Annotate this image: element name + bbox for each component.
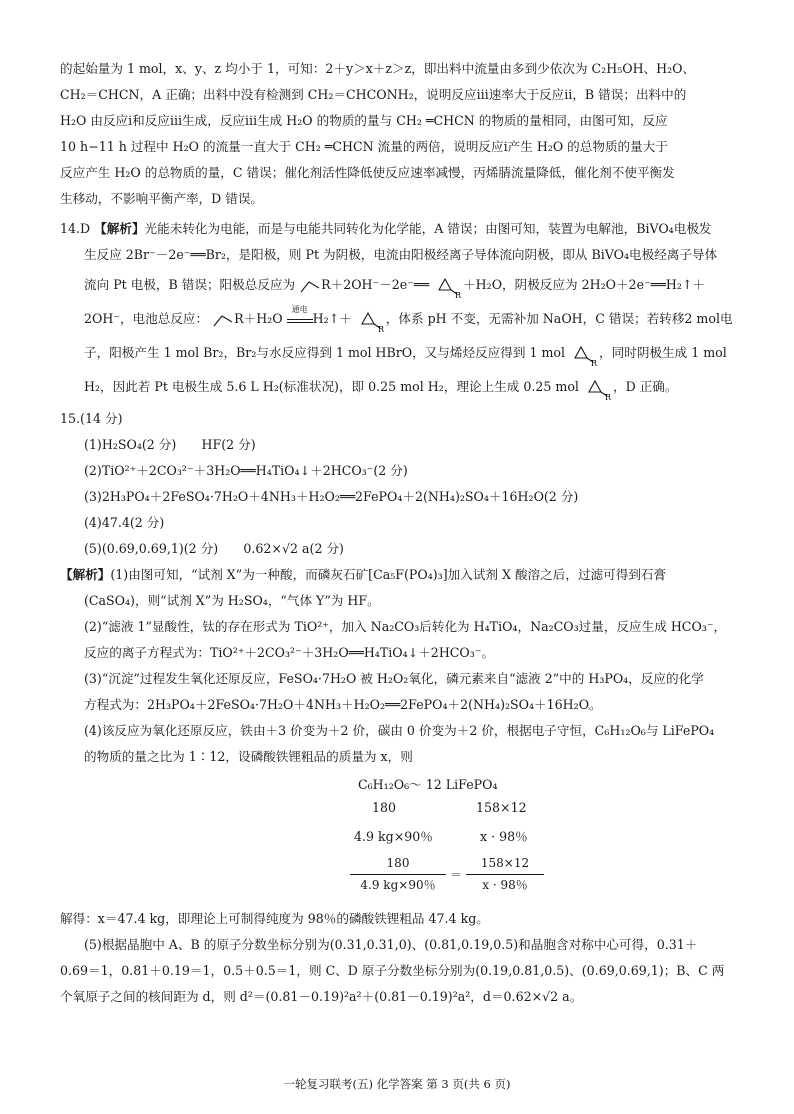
text-line: (CaSO₄)，则“试剂 X”为 H₂SO₄，“气体 Y”为 HF。 xyxy=(84,593,380,608)
alkene-icon xyxy=(299,278,321,294)
calc-value: 4.9 kg×90％ xyxy=(354,829,433,844)
alkene-icon xyxy=(212,312,234,328)
q14-line-1 xyxy=(60,216,736,242)
analysis-tag: 【解析】 xyxy=(94,221,145,236)
page-content xyxy=(60,56,736,1010)
text-line: 反应的离子方程式为：TiO²⁺＋2CO₃²⁻＋3H₂O══H₄TiO₄↓＋2HCO₃⁻。 xyxy=(84,645,495,660)
text-line: 光能未转化为电能，而是与电能共同转化为化学能，A 错误；由图可知，装置为电解池，BiVO₄电极发 xyxy=(144,221,712,236)
q14-line-3 xyxy=(60,268,736,302)
analysis-tag: 【解析】 xyxy=(60,567,111,582)
text-span: 子，阳极产生 1 mol Br₂，Br₂与水反应得到 1 mol HBrO，又与烯烃反应得到 1 mol xyxy=(84,345,566,360)
text-line: 10 h−11 h 过程中 H₂O 的流量一直大于 CH₂ ═CHCN 流量的两倍，说明反应ⅰ产生 H₂O 的总物质的量大于 xyxy=(60,139,668,154)
text-line: 0.69＝1，0.81＋0.19＝1，0.5＋0.5＝1，则 C、D 原子分数坐标分别为(0.19,0.81,0.5)、(0.69,0.69,1)；B、C 两 xyxy=(60,963,725,978)
analysis-line-1 xyxy=(60,562,736,588)
epoxide-icon xyxy=(433,274,463,298)
text-span: R＋H₂O xyxy=(234,311,283,326)
text-line: (5)根据晶胞中 A、B 的原子分数坐标分别为(0.31,0.31,0)、(0.81,0.19,0.5)和晶胞含对称中心可得，0.31＋ xyxy=(84,937,698,952)
text-span: (1)由图可知，“试剂 X”为一种酸，而磷灰石矿[Ca₅F(PO₄)₃]加入试剂 X 酸溶之后，过滤可得到石膏 xyxy=(110,567,667,582)
text-span: ，同时阴极生成 1 mol xyxy=(599,345,727,360)
text-line: 生反应 2Br⁻－2e⁻══Br₂，是阳极，则 Pt 为阴极，电流由阳极经离子导体流向阴极，即从 BiVO₄电极经离子导体 xyxy=(84,247,718,262)
calc-relation: C₆H₁₂O₆～ 12 LiFePO₄ xyxy=(358,777,498,792)
calc-value: x · 98％ xyxy=(480,829,528,844)
text-span: ，体系 pH 不变，无需补加 NaOH，C 错误；若转移2 mol电 xyxy=(385,311,733,326)
text-line: (2)“滤液 1”显酸性，钛的存在形式为 TiO²⁺，加入 Na₂CO₃后转化为 H₄TiO₄，Na₂CO₃过量，反应生成 HCO₃⁻， xyxy=(84,619,727,634)
answer-1: (1)H₂SO₄(2 分) HF(2 分) xyxy=(84,437,256,452)
answer-4: (4)47.4(2 分) xyxy=(84,515,165,530)
text-span: 流向 Pt 电极，B 错误；阳极总反应为 xyxy=(84,277,296,292)
calc-value: 158×12 xyxy=(476,800,527,815)
equals-sign: ＝ xyxy=(449,868,462,882)
answer-5: (5)(0.69,0.69,1)(2 分) 0.62×√2 a(2 分) xyxy=(84,541,344,556)
text-line: (4)该反应为氧化还原反应，铁由＋3 价变为＋2 价，碳由 0 价变为＋2 价，根据电子守恒，C₆H₁₂O₆与 LiFePO₄ xyxy=(84,723,715,738)
fraction-numerator: 180 xyxy=(386,856,410,870)
electrolysis-arrow: 通电 xyxy=(287,317,313,323)
fraction-denominator: 4.9 kg×90％ xyxy=(360,878,436,892)
text-span: H₂↑＋ xyxy=(312,311,352,326)
epoxide-icon xyxy=(356,308,386,332)
text-line: 生移动，不影响平衡产率，D 错误。 xyxy=(60,191,264,206)
svg-text:R: R xyxy=(455,290,462,298)
fraction-numerator: 158×12 xyxy=(480,856,530,870)
fraction-bar xyxy=(466,874,544,875)
answer-3: (3)2H₃PO₄＋2FeSO₄·7H₂O＋4NH₃＋H₂O₂══2FePO₄＋2(NH₄)₂SO₄＋16H₂O(2 分) xyxy=(84,489,579,504)
q15-heading: 15.(14 分) xyxy=(60,411,123,426)
epoxide-icon xyxy=(569,342,599,366)
text-line: H₂O 由反应ⅰ和反应ⅲ生成，反应ⅲ生成 H₂O 的物质的量与 CH₂ ═CHCN 的物质的量相同，由图可知，反应 xyxy=(60,113,668,128)
solution-line: 解得：x＝47.4 kg，即理论上可制得纯度为 98％的磷酸铁锂粗品 47.4 kg。 xyxy=(60,911,489,926)
svg-text:R: R xyxy=(591,358,598,366)
calc-value: 180 xyxy=(372,800,397,815)
q14-line-5 xyxy=(60,336,736,370)
text-line: 方程式为：2H₃PO₄＋2FeSO₄·7H₂O＋4NH₃＋H₂O₂══2FePO₄＋2(NH₄)₂SO₄＋16H₂O。 xyxy=(84,697,602,712)
text-line: (3)“沉淀”过程发生氧化还原反应，FeSO₄·7H₂O 被 H₂O₂氧化，磷元素来自“滤液 2”中的 H₃PO₄，反应的化学 xyxy=(84,671,704,686)
text-line: 的起始量为 1 mol，x、y、z 均小于 1，可知：2＋y＞x＋z＞z，即出料中流量由多到少依次为 C₂H₅OH、H₂O、 xyxy=(60,61,696,76)
svg-text:R: R xyxy=(604,392,611,400)
page-footer: 一轮复习联考(五) 化学答案 第 3 页(共 6 页) xyxy=(283,1077,511,1091)
text-line: CH₂＝CHCN，A 正确；出料中没有检测到 CH₂＝CHCONH₂，说明反应ⅲ速率大于反应ⅱ，B 错误；出料中的 xyxy=(60,87,687,102)
calculation-block xyxy=(60,770,736,906)
q14-line-4 xyxy=(60,302,736,336)
text-span: 2OH⁻，电池总反应： xyxy=(84,311,209,326)
text-span: H₂，因此若 Pt 电极生成 5.6 L H₂(标准状况)，即 0.25 mol H₂，理论上生成 0.25 mol xyxy=(84,379,579,394)
text-span: ＋H₂O，阴极反应为 2H₂O＋2e⁻══H₂↑＋ xyxy=(463,277,706,292)
text-line: 反应产生 H₂O 的总物质的量，C 错误；催化剂活性降低使反应速率减慢，丙烯腈流量降低，催化剂不使平衡发 xyxy=(60,165,675,180)
text-line: 的物质的量之比为 1∶12，设磷酸铁锂粗品的质量为 x，则 xyxy=(84,749,413,764)
text-line: 个氧原子之间的核间距为 d，则 d²＝(0.81－0.19)²a²＋(0.81－0.19)²a²，d＝0.62×√2 a。 xyxy=(60,989,583,1004)
answer-2: (2)TiO²⁺＋2CO₃²⁻＋3H₂O══H₄TiO₄↓＋2HCO₃⁻(2 分) xyxy=(84,463,408,478)
epoxide-icon xyxy=(583,376,613,400)
q14-number: 14.D xyxy=(60,221,91,236)
q14-line-6 xyxy=(60,370,736,404)
fraction-bar xyxy=(350,874,446,875)
text-span: R＋2OH⁻－2e⁻══ xyxy=(321,277,430,292)
svg-text:R: R xyxy=(377,324,384,332)
text-span: ，D 正确。 xyxy=(612,379,678,394)
fraction-denominator: x · 98％ xyxy=(482,878,528,892)
